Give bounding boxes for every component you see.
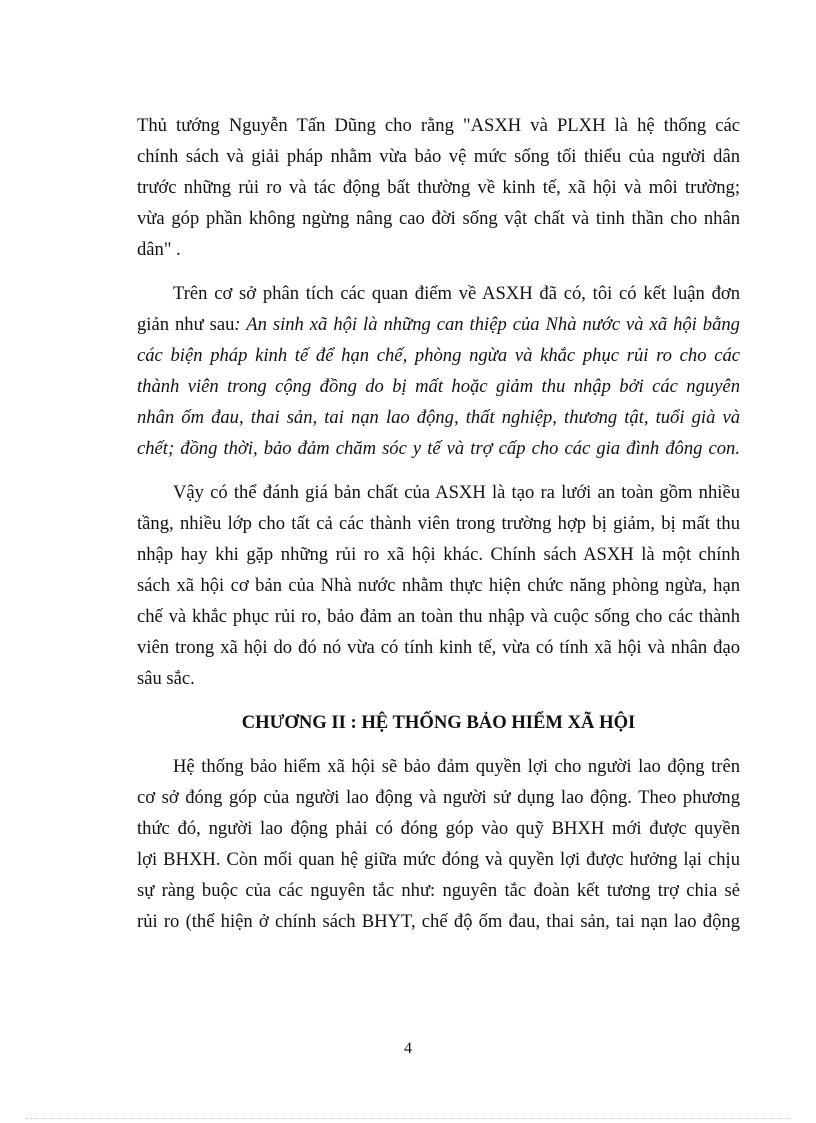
text-line: vừa góp phần không ngừng nâng cao đời sống vật chất và tinh thần cho nhân	[137, 208, 740, 229]
text-line: lợi BHXH. Còn mối quan hệ giữa mức đóng và quyền lợi được hưởng lại chịu	[137, 849, 740, 870]
text-line: chính sách và giải pháp nhằm vừa bảo vệ mức sống tối thiểu của người dân	[137, 146, 740, 167]
text-line: Thủ tướng Nguyễn Tấn Dũng cho rằng "ASXH và PLXH là hệ thống các	[137, 115, 740, 136]
text-line: Hệ thống bảo hiểm xã hội sẽ bảo đảm quyền lợi cho người lao động trên	[173, 756, 740, 777]
text-line: sự ràng buộc của các nguyên tắc như: nguyên tắc đoàn kết tương trợ chia sẻ	[137, 880, 740, 901]
text-line: nhập hay khi gặp những rủi ro xã hội khác. Chính sách ASXH là một chính	[137, 544, 740, 565]
italic-text-line: nhân ốm đau, thai sản, tai nạn lao động, thất nghiệp, thương tật, tuổi già và	[137, 407, 740, 428]
text-line: tầng, nhiều lớp cho tất cả các thành viên trong trường hợp bị giảm, bị mất thu	[137, 513, 740, 534]
document-body	[137, 110, 740, 950]
paragraph-social-insurance	[137, 751, 740, 937]
text-line: dân" .	[137, 239, 181, 260]
italic-text-line: chết; đồng thời, bảo đảm chăm sóc y tế và trợ cấp cho các gia đình đông con.	[137, 438, 740, 459]
chapter-heading: CHƯƠNG II : HỆ THỐNG BẢO HIỂM XÃ HỘI	[241, 712, 636, 733]
text-line: sách xã hội cơ bản của Nhà nước nhằm thực hiện chức năng phòng ngừa, hạn	[137, 575, 740, 596]
text-line: Trên cơ sở phân tích các quan điểm về ASXH đã có, tôi có kết luận đơn	[173, 283, 740, 304]
paragraph-nature	[137, 477, 740, 694]
text-line: trước những rủi ro và tác động bất thường về kinh tế, xã hội và môi trường;	[137, 177, 740, 198]
text-line: rủi ro (thể hiện ở chính sách BHYT, chế độ ốm đau, thai sản, tai nạn lao động	[137, 911, 740, 932]
text-line: Vậy có thể đánh giá bản chất của ASXH là tạo ra lưới an toàn gồm nhiều	[173, 482, 740, 503]
italic-text-run: : An sinh xã hội là những can thiệp của Nhà nước và xã hội bằng	[234, 314, 740, 335]
text-line: cơ sở đóng góp của người lao động và người sử dụng lao động. Theo phương	[137, 787, 740, 808]
page-number: 4	[404, 1040, 412, 1057]
text-run: giản như sau	[137, 314, 235, 335]
text-line: chế và khắc phục rủi ro, bảo đảm an toàn thu nhập và cuộc sống cho các thành	[137, 606, 740, 627]
paragraph-definition	[137, 278, 740, 464]
text-line-mixed	[137, 309, 740, 340]
text-line: viên trong xã hội do đó nó vừa có tính kinh tế, vừa có tính xã hội và nhân đạo	[137, 637, 740, 658]
page-bottom-dotted-rule	[26, 1118, 790, 1119]
paragraph-quote	[137, 110, 740, 265]
text-line: thức đó, người lao động phải có đóng góp vào quỹ BHXH mới được quyền	[137, 818, 740, 839]
italic-text-line: thành viên trong cộng đồng do bị mất hoặc giảm thu nhập bởi các nguyên	[137, 376, 740, 397]
text-line: sâu sắc.	[137, 668, 195, 689]
italic-text-line: các biện pháp kinh tế để hạn chế, phòng ngừa và khắc phục rủi ro cho các	[137, 345, 740, 366]
